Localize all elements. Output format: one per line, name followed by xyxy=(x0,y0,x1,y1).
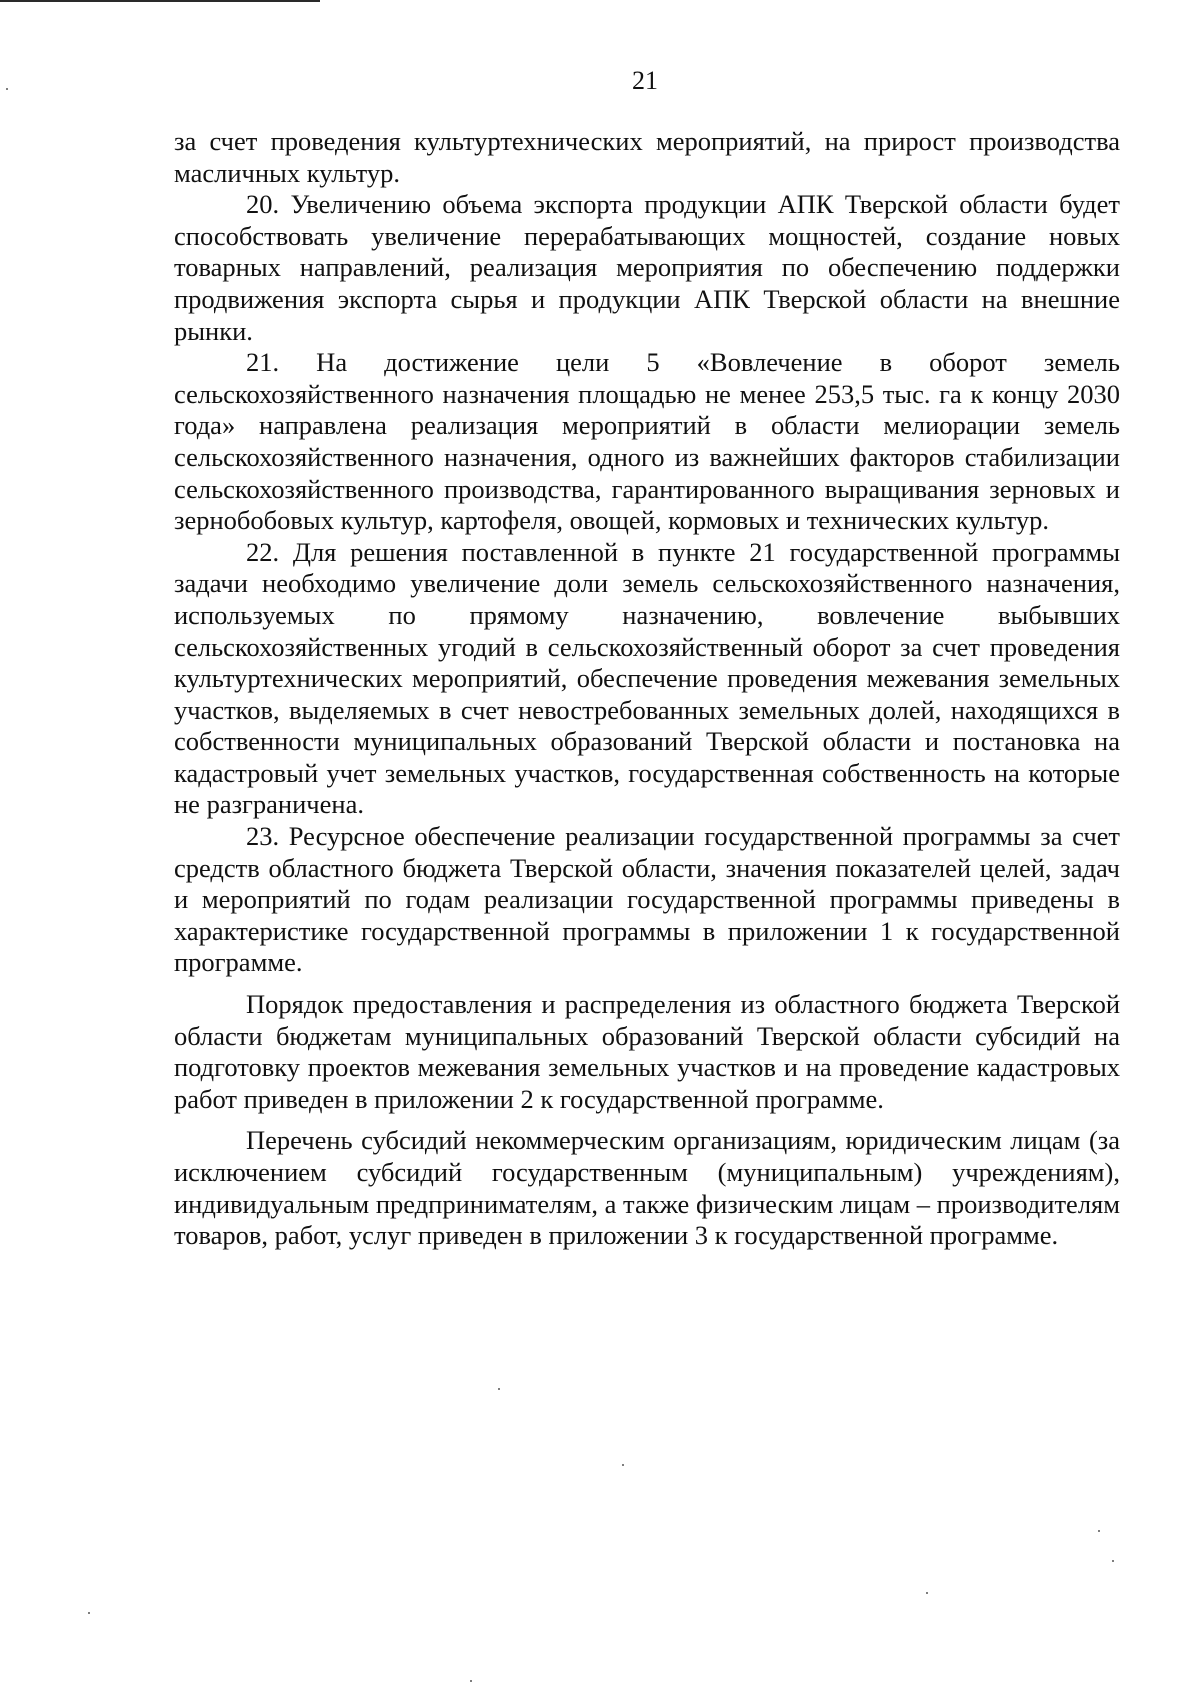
paragraph-item-21: 21. На достижение цели 5 «Вовлечение в оборот земель сельскохозяйственного назначения площадью не менее 253,5 тыс. га к концу 2030 года» направлена реализация мероприятий в области мелиорации земель сельскохозяйственного назначения, одного из важнейших факторов стабилизации сельскохозяйственного производства, гарантированного выращивания зерновых и зернобобовых культур, картофеля, овощей, кормовых и технических культур. xyxy=(174,347,1120,536)
page-number: 21 xyxy=(632,66,658,95)
paragraph-subsidy-list: Перечень субсидий некоммерческим организациям, юридическим лицам (за исключением субсидий государственным (муниципальным) учреждениям), индивидуальным предпринимателям, а также физическим лицам – производителям товаров, работ, услуг приведен в приложении 3 к государственной программе. xyxy=(174,1125,1120,1251)
paragraph-subsidy-procedure: Порядок предоставления и распределения из областного бюджета Тверской области бюджетам муниципальных образований Тверской области субсидий на подготовку проектов межевания земельных участков и на проведение кадастровых работ приведен в приложении 2 к государственной программе. xyxy=(174,989,1120,1114)
scan-edge-line xyxy=(0,0,320,2)
paragraph-item-23: 23. Ресурсное обеспечение реализации государственной программы за счет средств областного бюджета Тверской области, значения показателей целей, задач и мероприятий по годам реализации государственной программы приведены в характеристике государственной программы в приложении 1 к государственной программе. xyxy=(174,821,1120,978)
paragraph-item-22: 22. Для решения поставленной в пункте 21 государственной программы задачи необходимо увеличение доли земель сельскохозяйственного назначения, используемых по прямому назначению, вовлечение выбывших сельскохозяйственных угодий в сельскохозяйственный оборот за счет проведения культуртехнических мероприятий, обеспечение проведения межевания земельных участков, выделяемых в счет невостребованных земельных долей, находящихся в собственности муниципальных образований Тверской области и постановка на кадастровый учет земельных участков, государственная собственность на которые не разграничена. xyxy=(174,536,1120,820)
scan-speck xyxy=(1098,1530,1100,1532)
scan-speck xyxy=(1112,1560,1114,1562)
scan-speck xyxy=(622,1464,624,1466)
scan-speck xyxy=(6,88,8,90)
scan-speck xyxy=(926,1592,928,1594)
scan-speck xyxy=(88,1612,90,1614)
paragraph-item-20: 20. Увеличению объема экспорта продукции АПК Тверской области будет способствовать увеличение перерабатывающих мощностей, создание новых товарных направлений, реализация мероприятия по обеспечению поддержки продвижения экспорта сырья и продукции АПК Тверской области на внешние рынки. xyxy=(174,189,1120,346)
scan-speck xyxy=(498,1388,500,1390)
scan-speck xyxy=(470,1680,472,1682)
document-body xyxy=(174,126,1120,1252)
paragraph-continuation: за счет проведения культуртехнических мероприятий, на прирост производства масличных культур. xyxy=(174,126,1120,188)
